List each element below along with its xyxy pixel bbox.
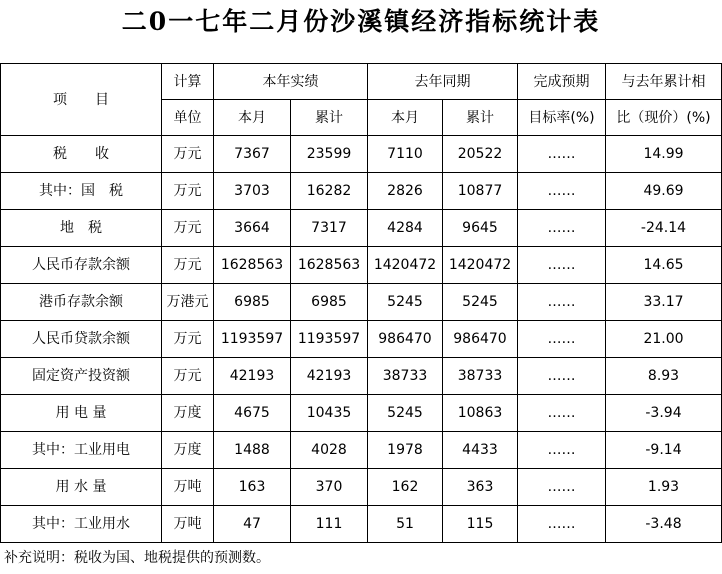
- cell-item: 人民币贷款余额: [1, 321, 162, 358]
- cell-item: 其中：国 税: [1, 173, 162, 210]
- cell-compare: 49.69: [606, 173, 722, 210]
- header-rate-top: 完成预期: [518, 64, 606, 100]
- cell-this-year-month: 4675: [214, 395, 291, 432]
- header-this-year: 本年实绩: [214, 64, 368, 100]
- cell-unit: 万吨: [162, 469, 214, 506]
- header-unit-top: 计算: [162, 64, 214, 100]
- table-row: [1, 173, 722, 210]
- cell-this-year-month: 42193: [214, 358, 291, 395]
- cell-this-year-cumulative: 111: [291, 506, 368, 543]
- cell-last-year-month: 1978: [368, 432, 443, 469]
- cell-rate: ……: [518, 173, 606, 210]
- cell-last-year-month: 51: [368, 506, 443, 543]
- cell-last-year-month: 2826: [368, 173, 443, 210]
- cell-item: 固定资产投资额: [1, 358, 162, 395]
- cell-this-year-month: 6985: [214, 284, 291, 321]
- cell-this-year-cumulative: 7317: [291, 210, 368, 247]
- cell-last-year-cumulative: 38733: [443, 358, 518, 395]
- table-row: [1, 395, 722, 432]
- table-row: [1, 210, 722, 247]
- cell-last-year-month: 5245: [368, 395, 443, 432]
- cell-unit: 万元: [162, 136, 214, 173]
- cell-compare: -24.14: [606, 210, 722, 247]
- footnote: 补充说明：税收为国、地税提供的预测数。: [4, 550, 270, 566]
- cell-this-year-cumulative: 6985: [291, 284, 368, 321]
- cell-rate: ……: [518, 395, 606, 432]
- cell-rate: ……: [518, 432, 606, 469]
- cell-last-year-cumulative: 4433: [443, 432, 518, 469]
- page-title: 二0一七年二月份沙溪镇经济指标统计表: [121, 7, 601, 36]
- header-compare-bottom: 比（现价）(%): [606, 100, 722, 136]
- cell-unit: 万港元: [162, 284, 214, 321]
- cell-this-year-month: 47: [214, 506, 291, 543]
- cell-item: 地 税: [1, 210, 162, 247]
- statistics-table: [0, 63, 722, 543]
- table-row: [1, 432, 722, 469]
- cell-item: 其中：工业用电: [1, 432, 162, 469]
- cell-unit: 万度: [162, 432, 214, 469]
- cell-this-year-cumulative: 1193597: [291, 321, 368, 358]
- cell-compare: 33.17: [606, 284, 722, 321]
- cell-rate: ……: [518, 469, 606, 506]
- cell-last-year-month: 5245: [368, 284, 443, 321]
- header-this-year-cumulative: 累计: [291, 100, 368, 136]
- cell-this-year-cumulative: 1628563: [291, 247, 368, 284]
- cell-rate: ……: [518, 210, 606, 247]
- cell-last-year-cumulative: 9645: [443, 210, 518, 247]
- cell-rate: ……: [518, 284, 606, 321]
- cell-last-year-month: 4284: [368, 210, 443, 247]
- header-compare-top: 与去年累计相: [606, 64, 722, 100]
- cell-compare: 21.00: [606, 321, 722, 358]
- cell-last-year-cumulative: 10863: [443, 395, 518, 432]
- cell-item: 人民币存款余额: [1, 247, 162, 284]
- table-row: [1, 506, 722, 543]
- cell-last-year-month: 986470: [368, 321, 443, 358]
- cell-this-year-month: 163: [214, 469, 291, 506]
- cell-rate: ……: [518, 247, 606, 284]
- cell-last-year-cumulative: 115: [443, 506, 518, 543]
- cell-item: 其中：工业用水: [1, 506, 162, 543]
- cell-unit: 万元: [162, 173, 214, 210]
- table-row: [1, 358, 722, 395]
- header-last-year-month: 本月: [368, 100, 443, 136]
- table-row: [1, 321, 722, 358]
- cell-this-year-month: 7367: [214, 136, 291, 173]
- cell-unit: 万元: [162, 358, 214, 395]
- cell-compare: 14.65: [606, 247, 722, 284]
- cell-last-year-month: 162: [368, 469, 443, 506]
- header-unit-bottom: 单位: [162, 100, 214, 136]
- cell-compare: 14.99: [606, 136, 722, 173]
- header-last-year-cumulative: 累计: [443, 100, 518, 136]
- cell-this-year-cumulative: 42193: [291, 358, 368, 395]
- cell-last-year-cumulative: 10877: [443, 173, 518, 210]
- cell-rate: ……: [518, 321, 606, 358]
- cell-unit: 万元: [162, 321, 214, 358]
- cell-last-year-month: 1420472: [368, 247, 443, 284]
- cell-last-year-cumulative: 1420472: [443, 247, 518, 284]
- cell-last-year-cumulative: 5245: [443, 284, 518, 321]
- cell-last-year-cumulative: 363: [443, 469, 518, 506]
- header-rate-bottom: 目标率(%): [518, 100, 606, 136]
- cell-unit: 万元: [162, 247, 214, 284]
- cell-this-year-month: 3703: [214, 173, 291, 210]
- cell-this-year-month: 1193597: [214, 321, 291, 358]
- cell-this-year-month: 1628563: [214, 247, 291, 284]
- cell-compare: 8.93: [606, 358, 722, 395]
- cell-compare: 1.93: [606, 469, 722, 506]
- header-this-year-month: 本月: [214, 100, 291, 136]
- cell-compare: -3.94: [606, 395, 722, 432]
- cell-item: 用 电 量: [1, 395, 162, 432]
- table-row: [1, 469, 722, 506]
- cell-compare: -3.48: [606, 506, 722, 543]
- cell-rate: ……: [518, 506, 606, 543]
- cell-this-year-month: 1488: [214, 432, 291, 469]
- table-row: [1, 247, 722, 284]
- cell-this-year-cumulative: 370: [291, 469, 368, 506]
- cell-last-year-month: 7110: [368, 136, 443, 173]
- cell-item: 用 水 量: [1, 469, 162, 506]
- cell-rate: ……: [518, 136, 606, 173]
- cell-last-year-cumulative: 986470: [443, 321, 518, 358]
- cell-unit: 万度: [162, 395, 214, 432]
- cell-last-year-month: 38733: [368, 358, 443, 395]
- header-item: 项 目: [1, 64, 162, 136]
- cell-item: 港币存款余额: [1, 284, 162, 321]
- cell-this-year-cumulative: 10435: [291, 395, 368, 432]
- cell-unit: 万吨: [162, 506, 214, 543]
- cell-rate: ……: [518, 358, 606, 395]
- table-row: [1, 136, 722, 173]
- header-row-top: [1, 64, 722, 100]
- cell-last-year-cumulative: 20522: [443, 136, 518, 173]
- header-last-year: 去年同期: [368, 64, 518, 100]
- cell-this-year-cumulative: 23599: [291, 136, 368, 173]
- cell-this-year-cumulative: 4028: [291, 432, 368, 469]
- table-row: [1, 284, 722, 321]
- cell-item: 税 收: [1, 136, 162, 173]
- cell-this-year-cumulative: 16282: [291, 173, 368, 210]
- cell-compare: -9.14: [606, 432, 722, 469]
- cell-unit: 万元: [162, 210, 214, 247]
- cell-this-year-month: 3664: [214, 210, 291, 247]
